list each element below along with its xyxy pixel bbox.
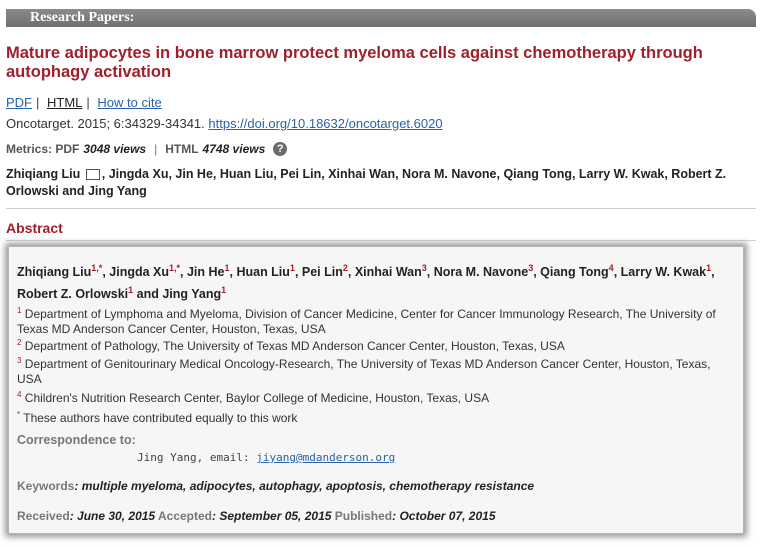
metrics-label: Metrics:	[6, 142, 53, 156]
box-author-name[interactable]: Qiang Tong	[540, 265, 609, 280]
affiliation-4: $^4$ Children's Nutrition Research Center, Baylor College of Medicine, Houston, Texas, USA	[17, 390, 490, 405]
box-author-name[interactable]: Xinhai Wan	[354, 265, 422, 280]
author-separator: ,	[229, 265, 237, 280]
author-separator: ,	[294, 265, 302, 280]
abstract-heading: Abstract	[6, 220, 63, 236]
affiliation-3: $^3$ Department of Genitourinary Medical Oncology-Research, The University of Texas MD Anderson Cancer Center, Houston, Texas, USA	[17, 356, 711, 386]
author-info-box	[8, 246, 744, 534]
link-separator: |	[36, 95, 40, 110]
publication-dates	[17, 509, 496, 523]
citation	[6, 116, 443, 131]
accepted-label: Accepted	[157, 509, 213, 523]
author-affiliation-sup: 1	[221, 285, 227, 296]
author-affiliation-sup: 1	[128, 285, 134, 296]
box-author-name[interactable]: Pei Lin	[301, 265, 343, 280]
box-author-name[interactable]: Zhiqiang Liu	[17, 265, 92, 280]
author-separator: ,	[533, 265, 541, 280]
correspondence-email-link[interactable]: jiyang@mdanderson.org	[256, 451, 396, 464]
box-author-name[interactable]: Larry W. Kwak	[620, 265, 707, 280]
author-affiliation-sup: 1	[706, 263, 712, 273]
author-affiliation-sup: 3	[421, 263, 427, 273]
affiliation-1: $^1$ Department of Lymphoma and Myeloma, Division of Cancer Medicine, Center for Cancer Immunology Research, The University of Texas MD Anderson Cancer Center, Houston, Texas, USA	[17, 306, 716, 336]
author-affiliation-sup: 4	[608, 263, 614, 273]
author-affiliation-sup: 1,*	[169, 263, 181, 273]
box-author-name[interactable]: Robert Z. Orlowski	[17, 287, 129, 302]
author-affiliation-sup: 1	[224, 263, 230, 273]
box-author-name[interactable]: Huan Liu	[236, 265, 290, 280]
help-icon[interactable]: ?	[273, 142, 287, 156]
author-affiliation-sup: 1,*	[91, 263, 103, 273]
published-date: : October 07, 2015	[392, 509, 496, 523]
author-separator: ,	[347, 265, 355, 280]
author-separator: and	[133, 287, 163, 302]
author-separator: ,	[711, 265, 715, 280]
html-link[interactable]: HTML	[47, 95, 83, 110]
affiliation-2: $^2$ Department of Pathology, The University of Texas MD Anderson Cancer Center, Houston, Texas, USA	[17, 338, 565, 353]
first-author[interactable]: Zhiqiang Liu	[6, 167, 81, 181]
keywords	[17, 479, 534, 493]
box-author-name[interactable]: Jing Yang	[162, 287, 222, 302]
box-author-name[interactable]: Nora M. Navone	[433, 265, 529, 280]
html-views: 4748 views	[202, 142, 266, 156]
box-author-name[interactable]: Jingda Xu	[109, 265, 169, 280]
author-list	[6, 166, 746, 200]
link-separator: |	[86, 95, 90, 110]
received-date: : June 30, 2015	[69, 509, 156, 523]
divider	[6, 240, 756, 241]
author-separator: ,	[613, 265, 621, 280]
article-title: Mature adipocytes in bone marrow protect myeloma cells against chemotherapy through autophagy activation	[6, 44, 703, 81]
format-links	[6, 95, 162, 110]
author-separator: ,	[180, 265, 187, 280]
accepted-date: : September 05, 2015	[212, 509, 332, 523]
correspondence-name: Jing Yang, email:	[137, 451, 250, 464]
author-separator: ,	[102, 265, 110, 280]
author-affiliation-sup: 1	[289, 263, 295, 273]
keywords-values: : multiple myeloma, adipocytes, autophagy, apoptosis, chemotherapy resistance	[74, 479, 535, 493]
how-to-cite-link[interactable]: How to cite	[97, 95, 162, 110]
other-authors: , Jingda Xu, Jin He, Huan Liu, Pei Lin, Xinhai Wan, Nora M. Navone, Qiang Tong, Larry W. Kwak, Robert Z. Orlowski and Jing Yang	[6, 167, 727, 198]
metrics-bar	[6, 142, 287, 156]
doi-link[interactable]: https://doi.org/10.18632/oncotarget.6020	[208, 116, 443, 131]
published-label: Published	[334, 509, 393, 523]
divider	[6, 208, 756, 209]
author-affiliation-sup: 3	[528, 263, 534, 273]
pdf-metric-label: PDF	[55, 142, 80, 156]
keywords-label: Keywords	[17, 479, 75, 493]
section-label: Research Papers:	[30, 10, 135, 25]
received-label: Received	[17, 509, 70, 523]
pdf-views: 3048 views	[83, 142, 147, 156]
pdf-link[interactable]: PDF	[6, 95, 32, 110]
author-affiliation-sup: 2	[342, 263, 348, 273]
journal-citation: Oncotarget. 2015; 6:34329-34341.	[6, 116, 205, 131]
author-separator: ,	[426, 265, 434, 280]
email-icon[interactable]	[86, 169, 100, 180]
equal-contribution-note: * These authors have contributed equally to this work	[17, 410, 298, 425]
metric-separator: |	[154, 142, 158, 156]
html-metric-label: HTML	[165, 142, 199, 156]
box-author-name[interactable]: Jin He	[186, 265, 225, 280]
correspondence-line	[137, 451, 395, 464]
section-header-bar	[6, 9, 756, 27]
box-author-list	[17, 259, 717, 303]
correspondence-heading: Correspondence to:	[17, 433, 136, 447]
